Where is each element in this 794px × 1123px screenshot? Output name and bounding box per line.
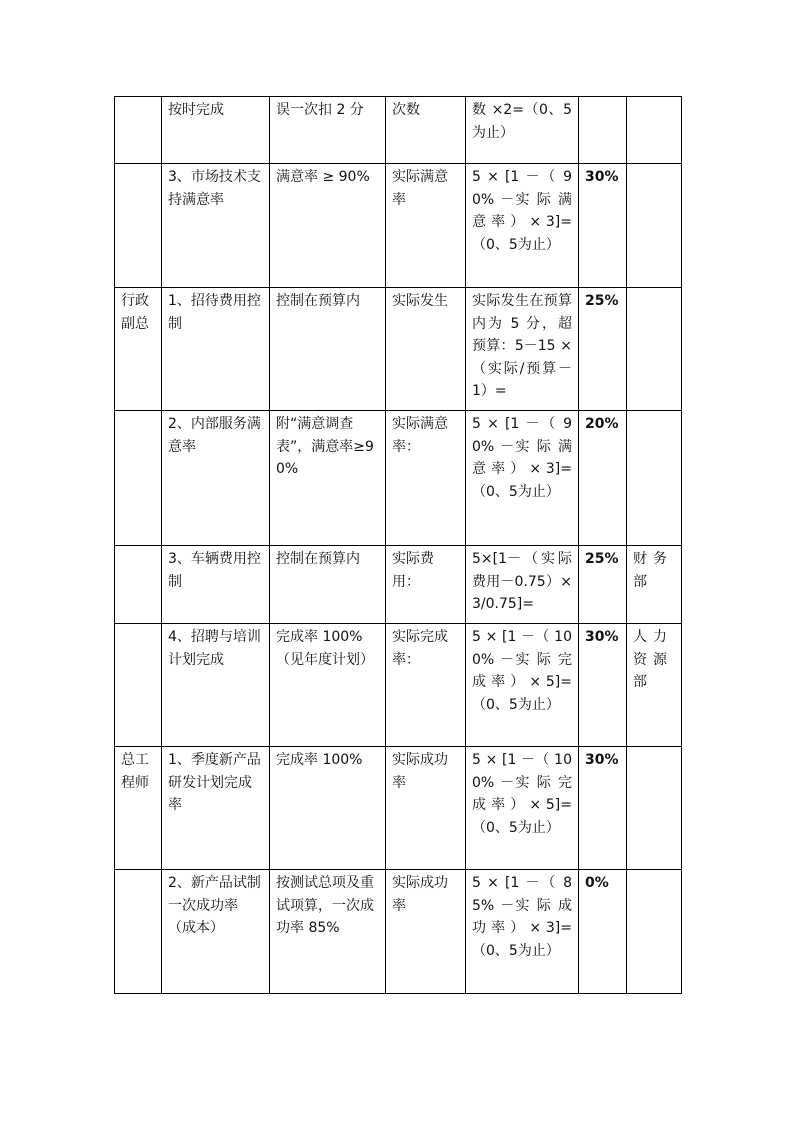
formula-cell: 5 × [1 －（ 100% －实 际 完 成 率 ） × 5]=（0、5为止） (466, 747, 579, 870)
formula-cell: 5 × [1 －（ 100% －实 际 完 成 率 ） × 5]=（0、5为止） (466, 624, 579, 747)
table-row (115, 288, 682, 411)
weight-cell: 25% (579, 546, 627, 624)
standard-cell: 控制在预算内 (270, 288, 386, 411)
table-row (115, 624, 682, 747)
weight-cell (579, 97, 627, 164)
position-cell: 总工程师 (115, 747, 162, 870)
table-row (115, 870, 682, 994)
indicator-cell: 1、招待费用控制 (162, 288, 270, 411)
standard-cell: 控制在预算内 (270, 546, 386, 624)
position-cell (115, 870, 162, 994)
data-source-cell: 实际完成率： (386, 624, 466, 747)
department-cell: 财务部 (627, 546, 682, 624)
table-row (115, 411, 682, 546)
kpi-table (114, 96, 682, 994)
table-row (115, 97, 682, 164)
indicator-cell: 按时完成 (162, 97, 270, 164)
indicator-cell: 3、车辆费用控制 (162, 546, 270, 624)
data-source-cell: 实际成功率 (386, 870, 466, 994)
weight-cell: 25% (579, 288, 627, 411)
weight-cell: 20% (579, 411, 627, 546)
standard-cell: 附“满意调查表”，满意率≥90% (270, 411, 386, 546)
formula-cell: 实际发生在预算内为 5 分，超预算：5－15 ×（实际/预算－1）= (466, 288, 579, 411)
formula-cell: 5 × [1 －（ 85% －实 际 成 功 率 ） × 3]=（0、5为止） (466, 870, 579, 994)
data-source-cell: 次数 (386, 97, 466, 164)
position-cell (115, 97, 162, 164)
indicator-cell: 3、市场技术支持满意率 (162, 164, 270, 288)
indicator-cell: 4、招聘与培训计划完成 (162, 624, 270, 747)
weight-cell: 30% (579, 624, 627, 747)
standard-cell: 满意率 ≥ 90% (270, 164, 386, 288)
position-cell (115, 624, 162, 747)
position-cell (115, 164, 162, 288)
department-cell (627, 747, 682, 870)
department-cell (627, 97, 682, 164)
table-row (115, 546, 682, 624)
formula-cell: 5×[1－（实际费用－0.75）×3/0.75]= (466, 546, 579, 624)
weight-cell: 0% (579, 870, 627, 994)
indicator-cell: 2、内部服务满意率 (162, 411, 270, 546)
weight-cell: 30% (579, 164, 627, 288)
standard-cell: 按测试总项及重试项算，一次成功率 85% (270, 870, 386, 994)
data-source-cell: 实际费用： (386, 546, 466, 624)
weight-cell: 30% (579, 747, 627, 870)
indicator-cell: 1、季度新产品研发计划完成率 (162, 747, 270, 870)
standard-cell: 完成率 100% (270, 747, 386, 870)
position-cell (115, 546, 162, 624)
data-source-cell: 实际满意率： (386, 411, 466, 546)
department-cell: 人力资源部 (627, 624, 682, 747)
standard-cell: 误一次扣 2 分 (270, 97, 386, 164)
department-cell (627, 411, 682, 546)
indicator-cell: 2、新产品试制一次成功率（成本） (162, 870, 270, 994)
formula-cell: 5 × [1 －（ 90% －实 际 满 意 率 ） × 3]=（0、5为止） (466, 164, 579, 288)
department-cell (627, 164, 682, 288)
data-source-cell: 实际发生 (386, 288, 466, 411)
position-cell: 行政副总 (115, 288, 162, 411)
position-cell (115, 411, 162, 546)
department-cell (627, 870, 682, 994)
department-cell (627, 288, 682, 411)
data-source-cell: 实际满意率 (386, 164, 466, 288)
data-source-cell: 实际成功率 (386, 747, 466, 870)
formula-cell: 5 × [1 －（ 90% －实 际 满 意 率 ） × 3]=（0、5为止） (466, 411, 579, 546)
table-row (115, 747, 682, 870)
standard-cell: 完成率 100%（见年度计划） (270, 624, 386, 747)
table-row (115, 164, 682, 288)
formula-cell: 数 ×2=（0、5为止） (466, 97, 579, 164)
